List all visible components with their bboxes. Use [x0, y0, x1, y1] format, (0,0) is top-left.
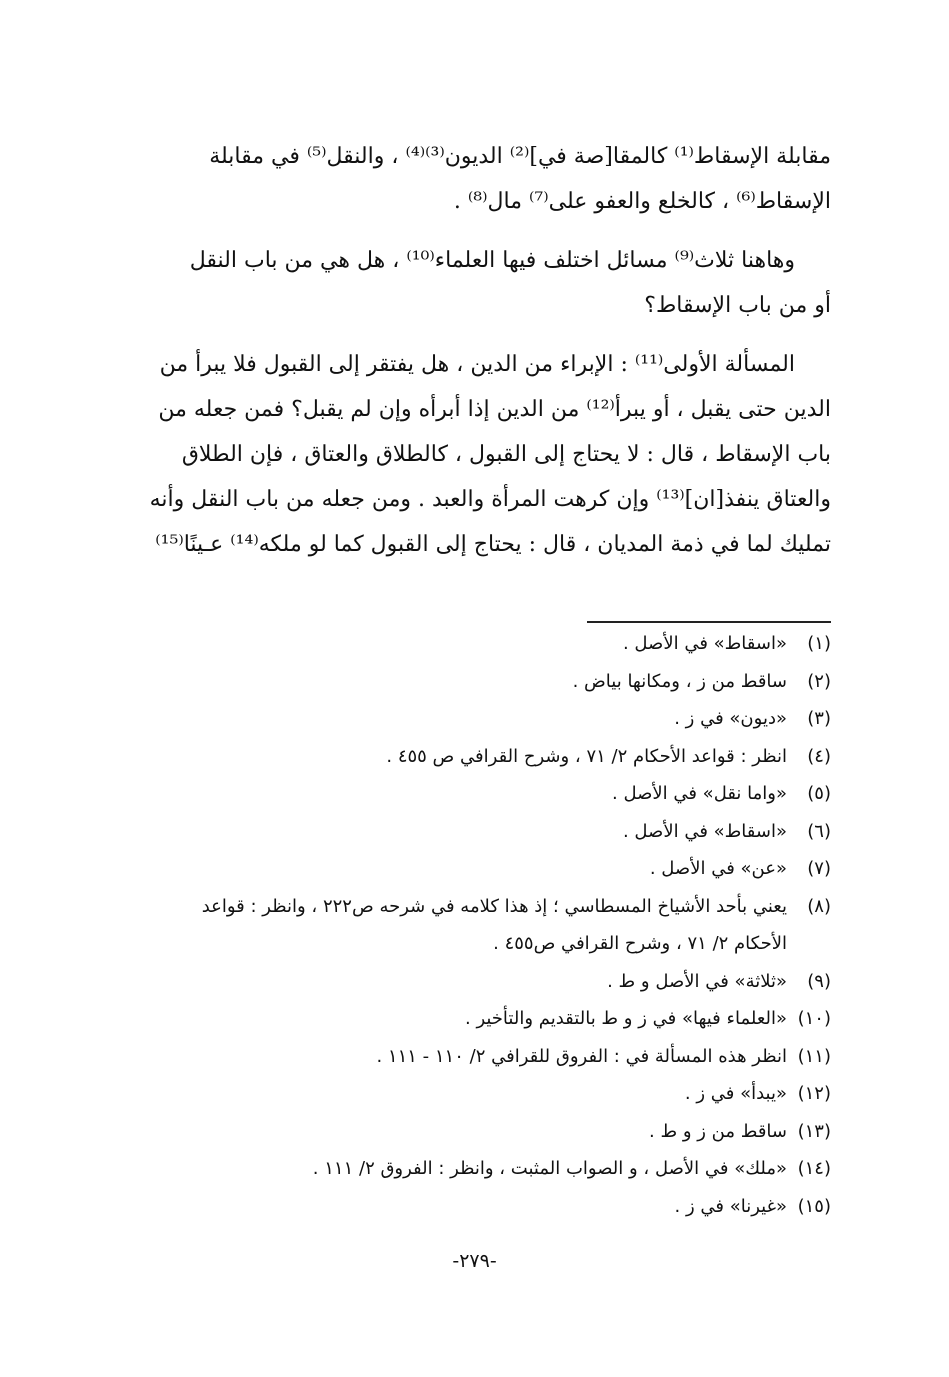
footnote-number: (٩)	[807, 970, 831, 992]
footnote-number: (١٢)	[797, 1083, 831, 1104]
footnote-text: ساقط من ز و ط .	[649, 1120, 787, 1142]
footnote-text-line: يعني بأحد الأشياخ المسطاسي ؛ إذ هذا كلامه في شرحه ص٢٢٢ ، وانظر : قواعد	[201, 895, 787, 917]
paragraph-2	[115, 238, 831, 328]
footnote-number: (١)	[807, 633, 831, 654]
footnote-item	[115, 625, 831, 663]
footnote-number: (٧)	[807, 858, 831, 879]
footnote-text-multiline	[115, 888, 787, 963]
footnote-item	[115, 1188, 831, 1226]
footnote-number: (١١)	[797, 1045, 831, 1067]
footnote-item	[115, 1038, 831, 1076]
footnote-item	[115, 850, 831, 888]
footnote-item	[115, 1000, 831, 1038]
footnote-item	[115, 1150, 831, 1188]
footnote-text: «ديون» في ز .	[674, 708, 787, 729]
footnote-number: (٨)	[807, 895, 831, 917]
footnote-text: «ثلاثة» في الأصل و ط .	[607, 970, 787, 992]
footnote-text: انظر : قواعد الأحكام ٢/ ٧١ ، وشرح القرافي ص ٤٥٥ .	[386, 745, 787, 767]
footnote-separator	[587, 621, 831, 623]
text-line: أو من باب الإسقاط؟	[644, 293, 831, 318]
footnote-item	[115, 1113, 831, 1151]
footnote-number: (٤)	[807, 745, 831, 767]
footnote-number: (١٠)	[797, 1008, 831, 1029]
footnote-text: «غيرنا» في ز .	[674, 1195, 787, 1217]
text-line: الإسقاط⁽⁶⁾ ، كالخلع والعفو على⁽⁷⁾ مال⁽⁸⁾ .	[453, 189, 831, 214]
footnote-number: (٢)	[807, 670, 831, 692]
footnote-text: «ملك» في الأصل ، و الصواب المثبت ، وانظر : الفروق ٢/ ١١١ .	[312, 1158, 787, 1179]
footnote-text: «اسقاط» في الأصل .	[622, 633, 787, 654]
footnote-item	[115, 775, 831, 813]
footnote-item	[115, 888, 831, 963]
footnote-number: (٥)	[807, 783, 831, 804]
footnote-item	[115, 700, 831, 738]
text-line: تمليك لما في ذمة المديان ، قال : يحتاج إلى القبول كما لو ملكه⁽¹⁴⁾ عـينًا⁽¹⁵⁾	[155, 532, 831, 557]
text-line: باب الإسقاط ، قال : لا يحتاج إلى القبول ، كالطلاق والعتاق ، فإن الطلاق	[181, 442, 831, 467]
footnote-number: (١٣)	[797, 1120, 831, 1142]
text-line: الدين حتى يقبل ، أو يبرأ⁽¹²⁾ من الدين إذا أبرأه وإن لم يقبل؟ فمن جعله من	[158, 397, 831, 422]
footnote-text: انظر هذه المسألة في : الفروق للقرافي ٢/ ١١٠ - ١١١ .	[376, 1045, 787, 1067]
footnote-item	[115, 1075, 831, 1113]
text-line: والعتاق ينفذ[ان]⁽¹³⁾ وإن كرهت المرأة والعبد . ومن جعله من باب النقل وأنه	[149, 487, 831, 512]
paragraph-1	[115, 134, 831, 224]
paragraph-3	[115, 342, 831, 567]
footnote-text: «يبدأ» في ز .	[684, 1083, 787, 1104]
footnotes-list	[115, 625, 831, 1225]
footnote-item	[115, 738, 831, 776]
footnote-item	[115, 963, 831, 1001]
text-line: المسألة الأولى⁽¹¹⁾ : الإبراء من الدين ، هل يفتقر إلى القبول فلا يبرأ من	[159, 352, 795, 377]
footnote-text: «عن» في الأصل .	[649, 858, 787, 879]
footnote-number: (٣)	[807, 708, 831, 729]
footnote-text: «واما نقل» في الأصل .	[612, 783, 787, 804]
text-line: مقابلة الإسقاط⁽¹⁾ كالمقا[صة في]⁽²⁾ الديون⁽³⁾⁽⁴⁾ ، والنقل⁽⁵⁾ في مقابلة	[209, 144, 831, 169]
page-number: -٢٧٩-	[452, 1250, 497, 1272]
footnote-number: (٦)	[807, 820, 831, 842]
footnote-text: «اسقاط» في الأصل .	[622, 820, 787, 842]
footnote-number: (١٥)	[797, 1195, 831, 1217]
main-text	[115, 134, 831, 581]
footnote-item	[115, 813, 831, 851]
text-line: وهاهنا ثلاث⁽⁹⁾ مسائل اختلف فيها العلماء⁽¹⁰⁾ ، هل هي من باب النقل	[189, 248, 795, 273]
footnote-text: ساقط من ز ، ومكانها بياض .	[572, 670, 787, 692]
footnote-text: «العلماء فيها» في ز و ط بالتقديم والتأخير .	[465, 1008, 787, 1029]
footnote-number: (١٤)	[797, 1158, 831, 1179]
footnote-text-line: الأحكام ٢/ ٧١ ، وشرح القرافي ص٤٥٥ .	[493, 933, 787, 954]
footnote-item	[115, 663, 831, 701]
